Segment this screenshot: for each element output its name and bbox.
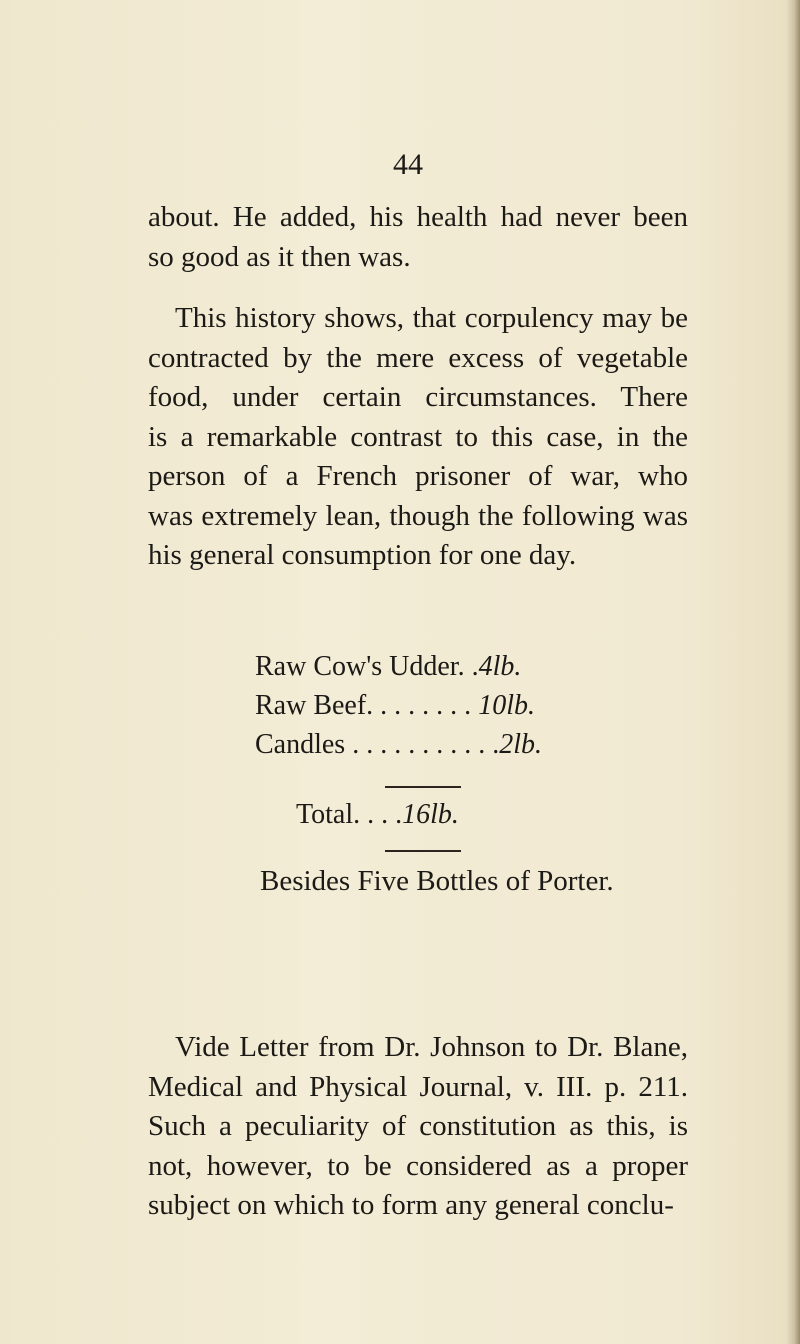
- list-item: [255, 686, 675, 725]
- text-line: contracted by the mere excess of vegetable: [148, 341, 688, 374]
- item-label: Raw Beef. . . . . . . .: [255, 690, 479, 721]
- text-line: Vide Letter from Dr. Johnson to Dr. Blane,: [175, 1031, 688, 1063]
- text-line: This history shows, that corpulency may be: [175, 302, 688, 334]
- item-amount: 10lb.: [478, 690, 535, 721]
- text-line: so good as it then was.: [148, 240, 411, 273]
- text-line: his general consumption for one day.: [148, 539, 577, 571]
- text-line: about. He added, his health had never been: [148, 201, 688, 233]
- text-line: is a remarkable contrast to this case, in the: [148, 420, 688, 453]
- text-line: not, however, to be considered as a proper: [148, 1149, 688, 1182]
- total-amount: 16lb.: [402, 799, 459, 830]
- paragraph-continuation: [148, 198, 688, 277]
- total-rule: [385, 850, 461, 852]
- text-line: Such a peculiarity of constitution as this, is: [148, 1110, 688, 1142]
- item-label: Candles . . . . . . . . . . .: [255, 729, 500, 760]
- total-label: Total. . . .: [296, 799, 403, 830]
- item-amount: 4lb.: [478, 651, 522, 682]
- text-line: food, under certain circumstances. There: [148, 381, 688, 413]
- text-line: was extremely lean, though the following was: [148, 499, 688, 532]
- text-line: Medical and Physical Journal, v. III. p. 211.: [148, 1070, 688, 1103]
- item-label: Raw Cow's Udder. .: [255, 651, 479, 682]
- text-line: subject on which to form any general conclu-: [148, 1189, 674, 1221]
- sum-rule: [385, 786, 461, 788]
- list-item: [255, 725, 675, 764]
- paragraph-history: [148, 299, 688, 576]
- paragraph-reference: [148, 1028, 688, 1226]
- page-edge-shadow: [786, 0, 800, 1344]
- text-line: person of a French prisoner of war, who: [148, 460, 688, 492]
- besides-line: Besides Five Bottles of Porter.: [260, 865, 614, 897]
- total-line: [296, 799, 459, 831]
- list-item: [255, 647, 675, 686]
- consumption-list: [255, 647, 675, 764]
- page-number: 44: [393, 148, 423, 181]
- item-amount: 2lb.: [499, 729, 542, 760]
